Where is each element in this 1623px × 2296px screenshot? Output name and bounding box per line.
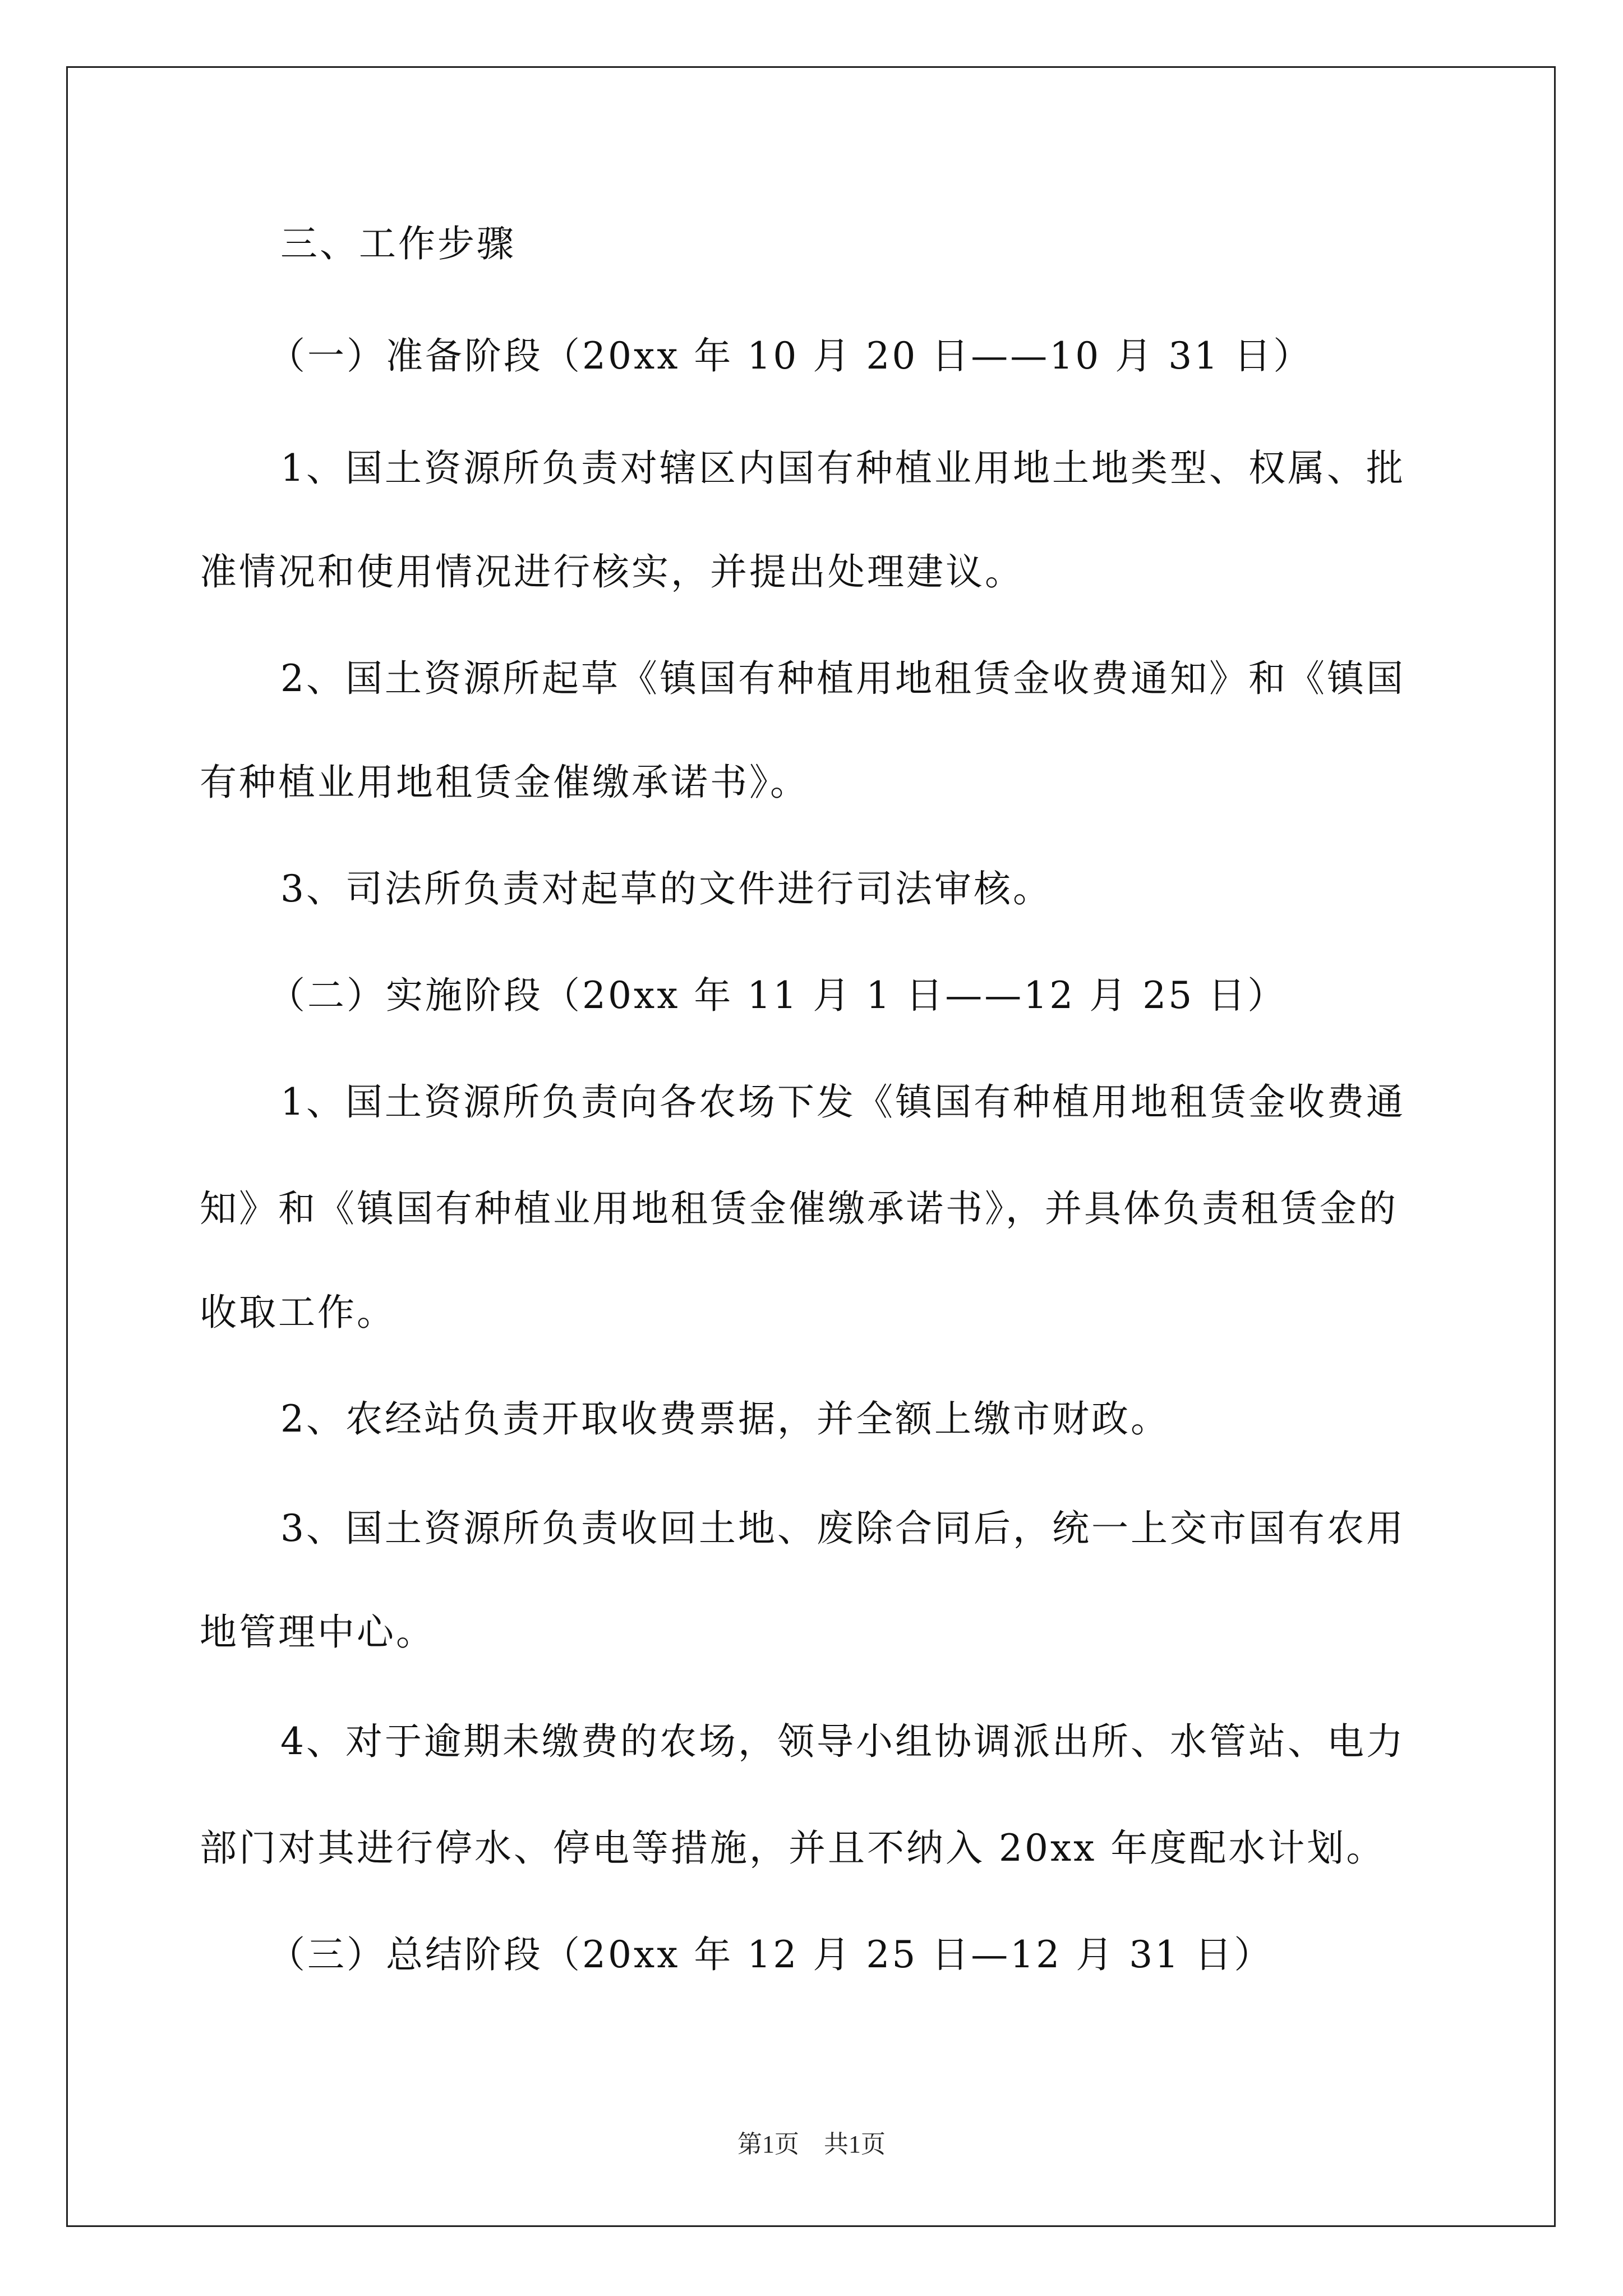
phase-heading-implementation: （二）实施阶段（20xx 年 11 月 1 日——12 月 25 日） bbox=[268, 974, 1287, 1017]
paragraph-line: 3、司法所负责对起草的文件进行司法审核。 bbox=[280, 867, 1052, 910]
paragraph-line: 部门对其进行停水、停电等措施，并且不纳入 20xx 年度配水计划。 bbox=[200, 1826, 1386, 1870]
page-border bbox=[66, 66, 1556, 2227]
paragraph-line: 有种植业用地租赁金催缴承诺书》。 bbox=[200, 761, 809, 804]
paragraph-line: 2、农经站负责开取收费票据，并全额上缴市财政。 bbox=[280, 1397, 1170, 1441]
page-number-footer: 第1页 共1页 bbox=[737, 2131, 886, 2158]
section-heading: 三、工作步骤 bbox=[280, 222, 516, 265]
paragraph-line: 2、国土资源所起草《镇国有种植用地租赁金收费通知》和《镇国 bbox=[280, 657, 1405, 700]
paragraph-line: 知》和《镇国有种植业用地租赁金催缴承诺书》，并具体负责租赁金的 bbox=[200, 1187, 1398, 1230]
paragraph-line: 3、国土资源所负责收回土地、废除合同后，统一上交市国有农用 bbox=[280, 1507, 1405, 1550]
paragraph-line: 准情况和使用情况进行核实，并提出处理建议。 bbox=[200, 550, 1024, 593]
paragraph-line: 1、国土资源所负责对辖区内国有种植业用地土地类型、权属、批 bbox=[280, 447, 1405, 490]
paragraph-line: 1、国土资源所负责向各农场下发《镇国有种植用地租赁金收费通 bbox=[280, 1080, 1405, 1124]
paragraph-line: 收取工作。 bbox=[200, 1291, 396, 1334]
paragraph-line: 4、对于逾期未缴费的农场，领导小组协调派出所、水管站、电力 bbox=[280, 1720, 1405, 1763]
paragraph-line: 地管理中心。 bbox=[200, 1611, 435, 1654]
phase-heading-summary: （三）总结阶段（20xx 年 12 月 25 日—12 月 31 日） bbox=[268, 1933, 1274, 1976]
phase-heading-preparation: （一）准备阶段（20xx 年 10 月 20 日——10 月 31 日） bbox=[268, 334, 1313, 378]
